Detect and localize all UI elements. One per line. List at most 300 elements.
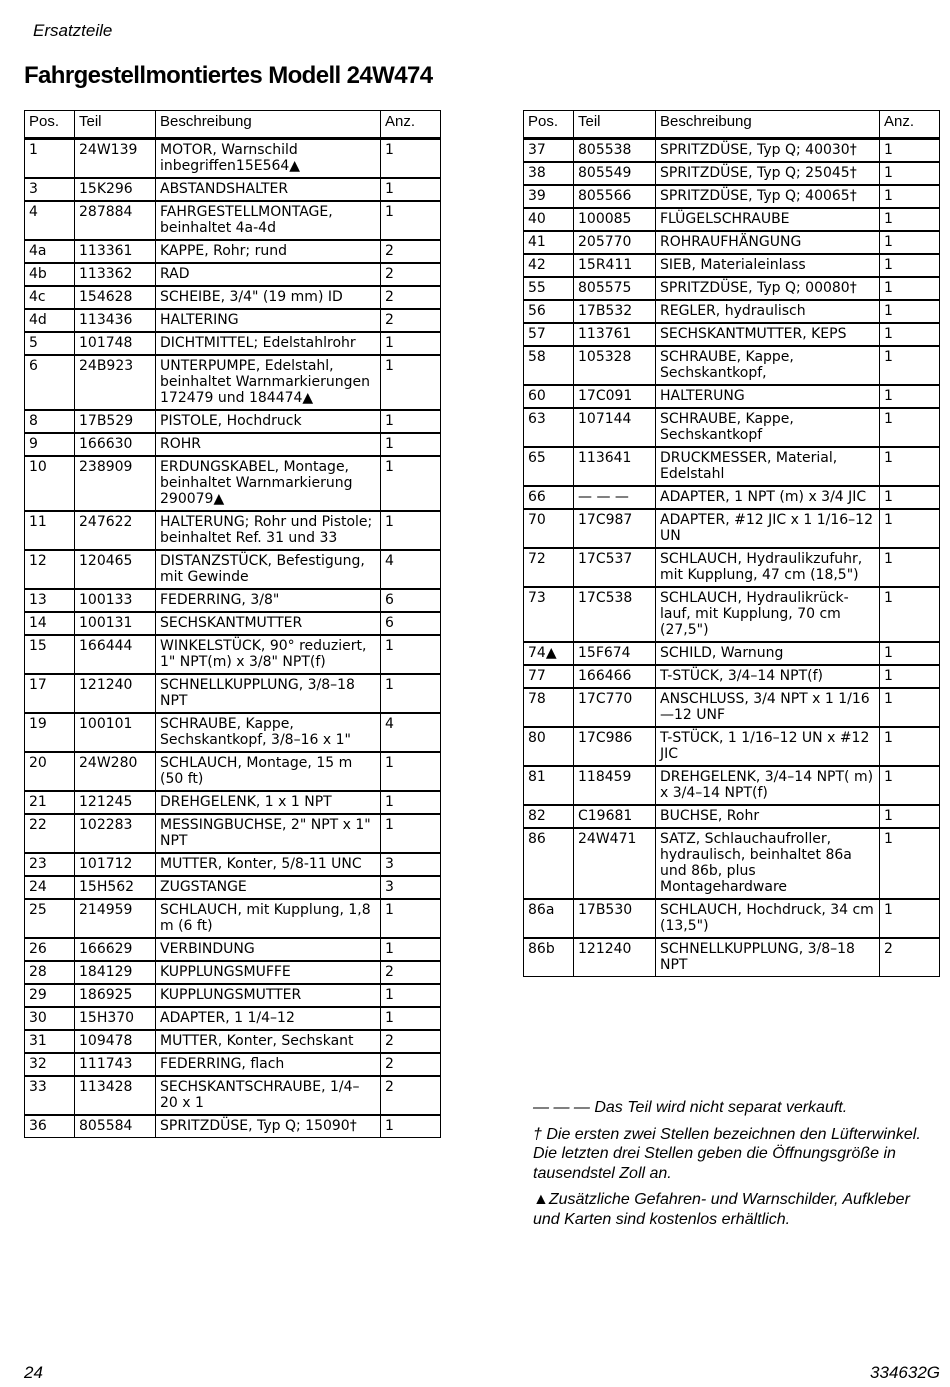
column-header-pos: Pos. [25, 111, 75, 139]
cell-part-number: 17C770 [574, 688, 656, 727]
cell-quantity: 1 [880, 447, 940, 486]
cell-pos: 70 [524, 509, 574, 548]
cell-pos: 4d [25, 309, 75, 332]
cell-part-number: 17B529 [75, 410, 156, 433]
cell-part-number: 17C986 [574, 727, 656, 766]
cell-quantity: 3 [381, 876, 441, 899]
cell-description: PISTOLE, Hochdruck [156, 410, 381, 433]
cell-quantity: 1 [880, 587, 940, 642]
cell-quantity: 1 [880, 185, 940, 208]
cell-description: SPRITZDÜSE, Typ Q; 25045† [656, 162, 880, 185]
cell-part-number: 287884 [75, 201, 156, 240]
cell-part-number: — — — [574, 486, 656, 509]
cell-pos: 12 [25, 550, 75, 589]
cell-quantity: 1 [880, 899, 940, 938]
cell-description: FAHRGESTELLMONTAGE, beinhaltet 4a-4d [156, 201, 381, 240]
cell-quantity: 3 [381, 853, 441, 876]
cell-part-number: 166630 [75, 433, 156, 456]
cell-description: KAPPE, Rohr; rund [156, 240, 381, 263]
cell-pos: 20 [25, 752, 75, 791]
cell-part-number: 214959 [75, 899, 156, 938]
cell-description: HALTERUNG; Rohr und Pistole; beinhaltet Ref. 31 und 33 [156, 511, 381, 550]
cell-part-number: 805538 [574, 139, 656, 163]
table-row [524, 665, 940, 688]
table-row [524, 231, 940, 254]
cell-part-number: 166466 [574, 665, 656, 688]
cell-part-number: 805566 [574, 185, 656, 208]
cell-part-number: 100133 [75, 589, 156, 612]
table-row [25, 1053, 441, 1076]
cell-pos: 38 [524, 162, 574, 185]
cell-pos: 86 [524, 828, 574, 899]
cell-part-number: 100131 [75, 612, 156, 635]
page-number: 24 [24, 1363, 43, 1382]
cell-part-number: 107144 [574, 408, 656, 447]
cell-pos: 4a [25, 240, 75, 263]
cell-pos: 57 [524, 323, 574, 346]
cell-pos: 17 [25, 674, 75, 713]
cell-description: MOTOR, Warnschild inbegriffen15E564▲ [156, 139, 381, 179]
cell-pos: 23 [25, 853, 75, 876]
cell-part-number: 17C987 [574, 509, 656, 548]
cell-quantity: 1 [880, 766, 940, 805]
cell-part-number: 15H370 [75, 1007, 156, 1030]
cell-description: MESSINGBUCHSE, 2" NPT x 1" NPT [156, 814, 381, 853]
cell-part-number: 166444 [75, 635, 156, 674]
table-row [524, 162, 940, 185]
cell-quantity: 1 [381, 355, 441, 410]
cell-quantity: 1 [381, 178, 441, 201]
cell-description: VERBINDUNG [156, 938, 381, 961]
cell-description: SCHILD, Warnung [656, 642, 880, 665]
cell-description: ABSTANDSHALTER [156, 178, 381, 201]
cell-pos: 86a [524, 899, 574, 938]
table-row [25, 139, 441, 179]
cell-pos: 9 [25, 433, 75, 456]
column-header-part: Teil [75, 111, 156, 139]
table-row [524, 509, 940, 548]
page-title: Fahrgestellmontiertes Modell 24W474 [24, 62, 433, 89]
cell-part-number: 154628 [75, 286, 156, 309]
cell-quantity: 1 [381, 201, 441, 240]
cell-pos: 28 [25, 961, 75, 984]
cell-quantity: 1 [880, 385, 940, 408]
cell-quantity: 1 [880, 642, 940, 665]
cell-quantity: 1 [880, 162, 940, 185]
table-row [25, 1030, 441, 1053]
cell-part-number: 113428 [75, 1076, 156, 1115]
table-row [25, 332, 441, 355]
cell-quantity: 1 [381, 433, 441, 456]
cell-quantity: 1 [381, 456, 441, 511]
cell-quantity: 1 [880, 231, 940, 254]
cell-quantity: 1 [880, 548, 940, 587]
table-row [25, 511, 441, 550]
cell-pos: 19 [25, 713, 75, 752]
cell-quantity: 1 [381, 899, 441, 938]
cell-description: HALTERING [156, 309, 381, 332]
cell-pos: 5 [25, 332, 75, 355]
column-header-quantity: Anz. [880, 111, 940, 139]
table-row [25, 674, 441, 713]
table-header-row [524, 111, 940, 139]
table-row [25, 1076, 441, 1115]
cell-quantity: 1 [880, 828, 940, 899]
cell-description: HALTERUNG [656, 385, 880, 408]
cell-part-number: 100101 [75, 713, 156, 752]
cell-description: SCHLAUCH, Hochdruck, 34 cm (13,5") [656, 899, 880, 938]
cell-pos: 41 [524, 231, 574, 254]
cell-quantity: 1 [381, 814, 441, 853]
cell-quantity: 6 [381, 612, 441, 635]
cell-quantity: 1 [381, 332, 441, 355]
table-row [25, 791, 441, 814]
cell-quantity: 2 [381, 1030, 441, 1053]
table-row [524, 587, 940, 642]
table-row [25, 1115, 441, 1138]
cell-description: BUCHSE, Rohr [656, 805, 880, 828]
cell-quantity: 1 [381, 410, 441, 433]
cell-description: ADAPTER, 1 1/4–12 [156, 1007, 381, 1030]
cell-description: SCHNELLKUPPLUNG, 3/8–18 NPT [656, 938, 880, 977]
cell-pos: 22 [25, 814, 75, 853]
cell-part-number: 805575 [574, 277, 656, 300]
cell-pos: 30 [25, 1007, 75, 1030]
cell-description: MUTTER, Konter, Sechskant [156, 1030, 381, 1053]
cell-quantity: 1 [381, 1007, 441, 1030]
cell-part-number: 102283 [75, 814, 156, 853]
table-row [524, 447, 940, 486]
table-row [25, 456, 441, 511]
cell-part-number: 17C538 [574, 587, 656, 642]
table-row [524, 642, 940, 665]
table-row [524, 766, 940, 805]
cell-description: DICHTMITTEL; Edelstahlrohr [156, 332, 381, 355]
table-row [25, 1007, 441, 1030]
cell-description: SCHRAUBE, Kappe, Sechskantkopf [656, 408, 880, 447]
table-row [524, 139, 940, 163]
cell-description: MUTTER, Konter, 5/8-11 UNC [156, 853, 381, 876]
cell-quantity: 2 [381, 286, 441, 309]
cell-pos: 25 [25, 899, 75, 938]
cell-part-number: 121240 [75, 674, 156, 713]
table-row [25, 899, 441, 938]
section-label: Ersatzteile [33, 21, 113, 40]
cell-pos: 80 [524, 727, 574, 766]
table-row [524, 300, 940, 323]
cell-description: ANSCHLUSS, 3/4 NPT x 1 1/16 —12 UNF [656, 688, 880, 727]
cell-description: ZUGSTANGE [156, 876, 381, 899]
cell-quantity: 1 [381, 984, 441, 1007]
table-row [25, 853, 441, 876]
cell-description: DREHGELENK, 3/4–14 NPT( m) x 3/4–14 NPT(f) [656, 766, 880, 805]
table-row [25, 309, 441, 332]
cell-quantity: 2 [381, 240, 441, 263]
cell-quantity: 2 [381, 309, 441, 332]
table-header-row [25, 111, 441, 139]
cell-quantity: 2 [880, 938, 940, 977]
cell-description: SPRITZDÜSE, Typ Q; 40030† [656, 139, 880, 163]
cell-part-number: 24W471 [574, 828, 656, 899]
cell-description: KUPPLUNGSMUTTER [156, 984, 381, 1007]
cell-quantity: 2 [381, 961, 441, 984]
table-row [25, 355, 441, 410]
cell-pos: 4c [25, 286, 75, 309]
cell-description: SCHEIBE, 3/4" (19 mm) ID [156, 286, 381, 309]
cell-pos: 73 [524, 587, 574, 642]
table-row [524, 408, 940, 447]
table-row [25, 713, 441, 752]
table-row [524, 486, 940, 509]
cell-quantity: 1 [880, 805, 940, 828]
cell-description: SPRITZDÜSE, Typ Q; 00080† [656, 277, 880, 300]
cell-pos: 63 [524, 408, 574, 447]
cell-quantity: 2 [381, 1053, 441, 1076]
footnote-not-sold-separately: — — — Das Teil wird nicht separat verkauft. [533, 1099, 848, 1116]
cell-part-number: 205770 [574, 231, 656, 254]
cell-pos: 86b [524, 938, 574, 977]
table-row [25, 240, 441, 263]
cell-pos: 29 [25, 984, 75, 1007]
cell-pos: 4b [25, 263, 75, 286]
cell-pos: 72 [524, 548, 574, 587]
cell-part-number: 17C091 [574, 385, 656, 408]
cell-part-number: 113761 [574, 323, 656, 346]
table-row [25, 752, 441, 791]
cell-part-number: 105328 [574, 346, 656, 385]
cell-part-number: 17B532 [574, 300, 656, 323]
cell-part-number: 100085 [574, 208, 656, 231]
cell-part-number: 101748 [75, 332, 156, 355]
cell-description: FEDERRING, flach [156, 1053, 381, 1076]
cell-part-number: 15H562 [75, 876, 156, 899]
cell-part-number: 184129 [75, 961, 156, 984]
cell-quantity: 1 [381, 791, 441, 814]
cell-description: DISTANZSTÜCK, Befestigung, mit Gewinde [156, 550, 381, 589]
table-row [25, 876, 441, 899]
cell-part-number: 238909 [75, 456, 156, 511]
cell-description: SCHLAUCH, Montage, 15 m (50 ft) [156, 752, 381, 791]
cell-pos: 77 [524, 665, 574, 688]
cell-description: UNTERPUMPE, Edelstahl, beinhaltet Warnmarkierungen 172479 und 184474▲ [156, 355, 381, 410]
table-row [25, 263, 441, 286]
cell-description: KUPPLUNGSMUFFE [156, 961, 381, 984]
cell-pos: 65 [524, 447, 574, 486]
cell-pos: 55 [524, 277, 574, 300]
cell-description: RAD [156, 263, 381, 286]
cell-pos: 66 [524, 486, 574, 509]
table-row [524, 277, 940, 300]
cell-quantity: 1 [880, 688, 940, 727]
cell-quantity: 1 [381, 674, 441, 713]
column-header-description: Beschreibung [156, 111, 381, 139]
cell-quantity: 1 [381, 139, 441, 179]
cell-quantity: 1 [880, 300, 940, 323]
cell-part-number: C19681 [574, 805, 656, 828]
cell-pos: 6 [25, 355, 75, 410]
cell-part-number: 113362 [75, 263, 156, 286]
table-row [25, 635, 441, 674]
cell-part-number: 805549 [574, 162, 656, 185]
cell-quantity: 1 [880, 509, 940, 548]
table-row [25, 286, 441, 309]
table-row [25, 814, 441, 853]
column-header-quantity: Anz. [381, 111, 441, 139]
cell-pos: 40 [524, 208, 574, 231]
table-row [25, 589, 441, 612]
cell-pos: 32 [25, 1053, 75, 1076]
cell-description: ROHRAUFHÄNGUNG [656, 231, 880, 254]
cell-quantity: 1 [381, 635, 441, 674]
table-row [25, 984, 441, 1007]
cell-pos: 37 [524, 139, 574, 163]
cell-description: SCHNELLKUPPLUNG, 3/8–18 NPT [156, 674, 381, 713]
cell-quantity: 1 [880, 277, 940, 300]
table-row [524, 254, 940, 277]
cell-quantity: 1 [880, 727, 940, 766]
cell-quantity: 4 [381, 550, 441, 589]
cell-pos: 14 [25, 612, 75, 635]
cell-pos: 58 [524, 346, 574, 385]
cell-part-number: 113361 [75, 240, 156, 263]
cell-pos: 11 [25, 511, 75, 550]
table-row [524, 938, 940, 977]
cell-pos: 4 [25, 201, 75, 240]
cell-description: SCHLAUCH, Hydraulikrück- lauf, mit Kupplung, 70 cm (27,5") [656, 587, 880, 642]
cell-description: SCHRAUBE, Kappe, Sechskantkopf, 3/8–16 x 1" [156, 713, 381, 752]
cell-pos: 13 [25, 589, 75, 612]
cell-description: ROHR [156, 433, 381, 456]
cell-quantity: 1 [880, 139, 940, 163]
table-row [524, 805, 940, 828]
cell-pos: 36 [25, 1115, 75, 1138]
cell-description: FEDERRING, 3/8" [156, 589, 381, 612]
cell-description: T-STÜCK, 3/4–14 NPT(f) [656, 665, 880, 688]
table-row [524, 688, 940, 727]
cell-pos: 60 [524, 385, 574, 408]
cell-pos: 81 [524, 766, 574, 805]
cell-quantity: 6 [381, 589, 441, 612]
cell-part-number: 17B530 [574, 899, 656, 938]
cell-part-number: 109478 [75, 1030, 156, 1053]
cell-part-number: 805584 [75, 1115, 156, 1138]
cell-pos: 82 [524, 805, 574, 828]
cell-pos: 8 [25, 410, 75, 433]
cell-description: SECHSKANTMUTTER, KEPS [656, 323, 880, 346]
cell-pos: 74▲ [524, 642, 574, 665]
table-row [25, 178, 441, 201]
cell-pos: 24 [25, 876, 75, 899]
cell-pos: 78 [524, 688, 574, 727]
cell-quantity: 1 [880, 665, 940, 688]
cell-part-number: 166629 [75, 938, 156, 961]
parts-table-right [523, 110, 940, 977]
cell-part-number: 113641 [574, 447, 656, 486]
cell-quantity: 1 [880, 254, 940, 277]
cell-description: SECHSKANTSCHRAUBE, 1/4–20 x 1 [156, 1076, 381, 1115]
cell-part-number: 121240 [574, 938, 656, 977]
footnote-warning-labels: ▲Zusätzliche Gefahren- und Warnschilder, Aufkleber und Karten sind kostenlos erhältlich. [533, 1191, 910, 1228]
cell-description: SPRITZDÜSE, Typ Q; 15090† [156, 1115, 381, 1138]
cell-pos: 26 [25, 938, 75, 961]
cell-quantity: 1 [880, 408, 940, 447]
cell-description: FLÜGELSCHRAUBE [656, 208, 880, 231]
cell-part-number: 101712 [75, 853, 156, 876]
cell-part-number: 111743 [75, 1053, 156, 1076]
cell-pos: 42 [524, 254, 574, 277]
table-row [524, 899, 940, 938]
cell-quantity: 1 [381, 1115, 441, 1138]
cell-pos: 56 [524, 300, 574, 323]
footnote-nozzle-code: † Die ersten zwei Stellen bezeichnen den Lüfterwinkel. Die letzten drei Stellen geben die Öffnungsgröße in tausendstel Zoll an. [533, 1125, 921, 1182]
footnotes [533, 1098, 933, 1236]
document-number: 334632G [870, 1363, 940, 1382]
cell-part-number: 15F674 [574, 642, 656, 665]
table-row [25, 938, 441, 961]
cell-pos: 10 [25, 456, 75, 511]
cell-part-number: 120465 [75, 550, 156, 589]
cell-pos: 39 [524, 185, 574, 208]
cell-part-number: 15K296 [75, 178, 156, 201]
cell-quantity: 2 [381, 263, 441, 286]
column-header-description: Beschreibung [656, 111, 880, 139]
cell-pos: 15 [25, 635, 75, 674]
cell-quantity: 1 [880, 486, 940, 509]
cell-quantity: 1 [381, 752, 441, 791]
cell-description: SECHSKANTMUTTER [156, 612, 381, 635]
cell-part-number: 186925 [75, 984, 156, 1007]
table-row [524, 548, 940, 587]
cell-description: SCHRAUBE, Kappe, Sechskantkopf, [656, 346, 880, 385]
cell-description: SCHLAUCH, mit Kupplung, 1,8 m (6 ft) [156, 899, 381, 938]
table-row [524, 828, 940, 899]
cell-part-number: 15R411 [574, 254, 656, 277]
cell-description: ERDUNGSKABEL, Montage, beinhaltet Warnmarkierung 290079▲ [156, 456, 381, 511]
table-row [25, 612, 441, 635]
cell-quantity: 2 [381, 1076, 441, 1115]
cell-description: ADAPTER, #12 JIC x 1 1/16–12 UN [656, 509, 880, 548]
table-row [524, 346, 940, 385]
table-row [25, 550, 441, 589]
cell-quantity: 1 [880, 323, 940, 346]
cell-description: ADAPTER, 1 NPT (m) x 3/4 JIC [656, 486, 880, 509]
cell-pos: 33 [25, 1076, 75, 1115]
table-row [524, 385, 940, 408]
cell-quantity: 4 [381, 713, 441, 752]
cell-pos: 1 [25, 139, 75, 179]
cell-quantity: 1 [880, 346, 940, 385]
cell-pos: 21 [25, 791, 75, 814]
cell-part-number: 24W139 [75, 139, 156, 179]
cell-part-number: 118459 [574, 766, 656, 805]
cell-description: REGLER, hydraulisch [656, 300, 880, 323]
cell-quantity: 1 [880, 208, 940, 231]
table-row [524, 208, 940, 231]
cell-part-number: 17C537 [574, 548, 656, 587]
cell-part-number: 24B923 [75, 355, 156, 410]
cell-description: SPRITZDÜSE, Typ Q; 40065† [656, 185, 880, 208]
table-row [25, 201, 441, 240]
table-row [25, 410, 441, 433]
cell-part-number: 24W280 [75, 752, 156, 791]
table-row [524, 727, 940, 766]
table-row [25, 433, 441, 456]
cell-quantity: 1 [381, 938, 441, 961]
table-row [524, 323, 940, 346]
table-row [524, 185, 940, 208]
cell-pos: 3 [25, 178, 75, 201]
cell-part-number: 121245 [75, 791, 156, 814]
